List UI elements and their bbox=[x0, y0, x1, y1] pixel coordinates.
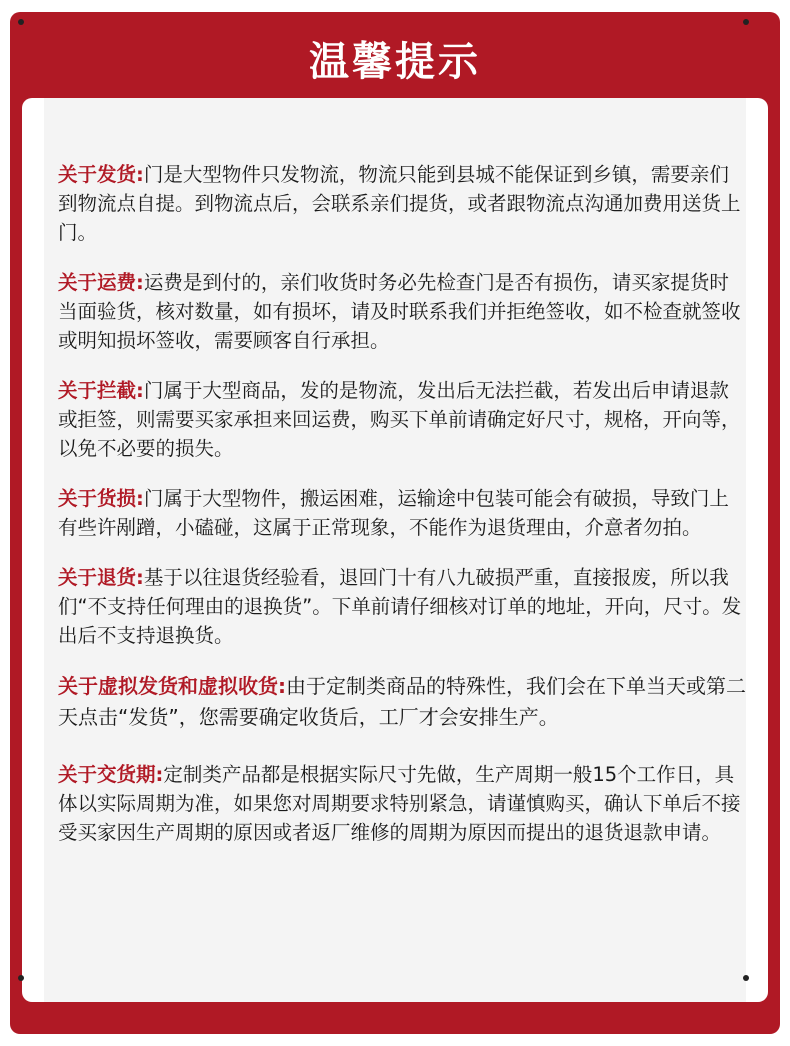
section-text: 门是大型物件只发物流，物流只能到县城不能保证到乡镇，需要亲们到物流点自提。到物流点后，会联系亲们提货，或者跟物流点沟通加费用送货上门。 bbox=[58, 163, 741, 244]
section-returns bbox=[58, 563, 748, 650]
notice-content bbox=[58, 160, 748, 847]
section-virtual-shipping bbox=[58, 671, 748, 733]
section-label: 关于运费: bbox=[58, 271, 144, 294]
section-interception bbox=[58, 376, 748, 463]
section-text: 运费是到付的，亲们收货时务必先检查门是否有损伤，请买家提货时当面验货，核对数量，如有损坏，请及时联系我们并拒绝签收，如不检查就签收或明知损坏签收，需要顾客自行承担。 bbox=[58, 271, 741, 352]
corner-dot-bottom-right bbox=[743, 975, 749, 981]
section-label: 关于发货: bbox=[58, 163, 144, 186]
section-label: 关于退货: bbox=[58, 566, 144, 589]
corner-dot-top-right bbox=[743, 19, 749, 25]
notice-title: 温馨提示 bbox=[309, 39, 481, 85]
section-label: 关于交货期: bbox=[58, 763, 164, 786]
section-text: 由于定制类商品的特殊性，我们会在下单当天或第二天点击“发货”，您需要确定收货后，工厂才会安排生产。 bbox=[58, 674, 746, 729]
corner-dot-bottom-left bbox=[18, 975, 24, 981]
corner-dot-top-left bbox=[18, 19, 24, 25]
section-delivery-period bbox=[58, 760, 748, 847]
section-label: 关于拦截: bbox=[58, 379, 144, 402]
section-text: 定制类产品都是根据实际尺寸先做，生产周期一般15个工作日，具体以实际周期为准，如果您对周期要求特别紧急，请谨慎购买，确认下单后不接受买家因生产周期的原因或者返厂维修的周期为原因而提出的退货退款申请。 bbox=[58, 763, 741, 844]
section-text: 基于以往退货经验看，退回门十有八九破损严重，直接报废，所以我们“不支持任何理由的退换货”。下单前请仔细核对订单的地址，开向，尺寸。发出后不支持退换货。 bbox=[58, 566, 742, 647]
section-label: 关于虚拟发货和虚拟收货: bbox=[58, 674, 286, 698]
section-freight bbox=[58, 268, 748, 355]
section-label: 关于货损: bbox=[58, 487, 144, 510]
section-damage bbox=[58, 484, 748, 542]
section-shipping bbox=[58, 160, 748, 247]
section-text: 门属于大型物件，搬运困难，运输途中包装可能会有破损，导致门上有些许剐蹭，小磕碰，这属于正常现象，不能作为退货理由，介意者勿拍。 bbox=[58, 487, 729, 539]
section-text: 门属于大型商品，发的是物流，发出后无法拦截，若发出后申请退款或拒签，则需要买家承担来回运费，购买下单前请确定好尺寸，规格，开向等，以免不必要的损失。 bbox=[58, 379, 741, 460]
